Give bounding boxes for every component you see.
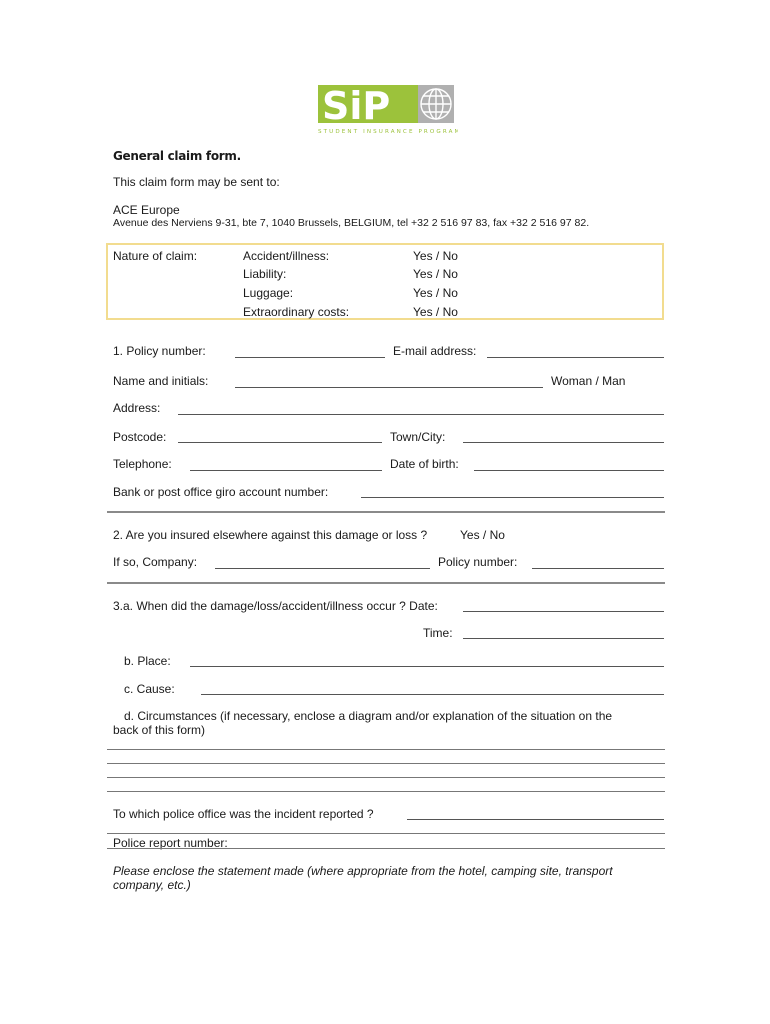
claim-type-label: Luggage:	[243, 286, 294, 300]
dob-field[interactable]	[474, 470, 664, 471]
section-divider	[107, 511, 665, 513]
globe-icon	[421, 89, 451, 119]
police-report-field[interactable]	[107, 848, 665, 849]
claim-type-options[interactable]: Yes / No	[413, 249, 458, 263]
dob-label: Date of birth:	[390, 457, 459, 471]
recipient-address: Avenue des Nerviens 9-31, bte 7, 1040 Brussels, BELGIUM, tel +32 2 516 97 83, fax +32 2 516 97 82.	[113, 217, 590, 229]
claim-type-options[interactable]: Yes / No	[413, 267, 458, 281]
town-label: Town/City:	[390, 430, 446, 444]
telephone-field[interactable]	[190, 470, 382, 471]
place-label: b. Place:	[124, 654, 171, 668]
section-divider	[107, 582, 665, 584]
cause-field[interactable]	[201, 694, 664, 695]
gender-options[interactable]: Woman / Man	[551, 374, 626, 388]
email-label: E-mail address:	[393, 344, 477, 358]
claim-type-label: Accident/illness:	[243, 249, 330, 263]
claim-type-label: Extraordinary costs:	[243, 305, 350, 319]
intro-text: This claim form may be sent to:	[113, 175, 280, 189]
telephone-label: Telephone:	[113, 457, 172, 471]
policy-number-label: 1. Policy number:	[113, 344, 206, 358]
postcode-label: Postcode:	[113, 430, 167, 444]
cause-label: c. Cause:	[124, 682, 175, 696]
police-office-field[interactable]	[407, 819, 664, 820]
claim-type-options[interactable]: Yes / No	[413, 286, 458, 300]
logo-tagline: STUDENT INSURANCE PROGRAM	[318, 129, 458, 135]
postcode-field[interactable]	[178, 442, 382, 443]
claim-type-options[interactable]: Yes / No	[413, 305, 458, 319]
circumstances-line[interactable]	[107, 763, 665, 764]
claim-type-label: Liability:	[243, 267, 287, 281]
police-report-label: Police report number:	[113, 836, 228, 850]
circumstances-line[interactable]	[107, 749, 665, 750]
address-field[interactable]	[178, 414, 664, 415]
form-title: General claim form.	[113, 149, 241, 163]
nature-of-claim-label: Nature of claim:	[113, 249, 198, 263]
other-policy-number-field[interactable]	[532, 568, 664, 569]
circumstances-label: d. Circumstances (if necessary, enclose a diagram and/or explanation of the situation on the	[124, 709, 613, 723]
other-policy-number-label: Policy number:	[438, 555, 518, 569]
time-field[interactable]	[463, 638, 664, 639]
insured-elsewhere-options[interactable]: Yes / No	[460, 528, 505, 542]
logo-letters: SiP	[322, 85, 391, 128]
police-office-label: To which police office was the incident reported ?	[113, 807, 374, 821]
company-field[interactable]	[215, 568, 430, 569]
place-field[interactable]	[190, 666, 664, 667]
insured-elsewhere-question: 2. Are you insured elsewhere against this damage or loss ?	[113, 528, 428, 542]
sip-logo-graphic	[318, 85, 458, 137]
name-field[interactable]	[235, 387, 543, 388]
bank-account-field[interactable]	[361, 497, 664, 498]
enclose-note-cont: company, etc.)	[113, 878, 191, 892]
recipient-name: ACE Europe	[113, 203, 180, 217]
police-office-line[interactable]	[107, 833, 665, 834]
address-label: Address:	[113, 401, 161, 415]
email-field[interactable]	[487, 357, 664, 358]
company-label: If so, Company:	[113, 555, 198, 569]
sip-logo	[318, 85, 458, 137]
circumstances-label-cont: back of this form)	[113, 723, 206, 737]
time-label: Time:	[423, 626, 453, 640]
circumstances-line[interactable]	[107, 791, 665, 792]
policy-number-field[interactable]	[235, 357, 385, 358]
town-field[interactable]	[463, 442, 664, 443]
date-field[interactable]	[463, 611, 664, 612]
enclose-note: Please enclose the statement made (where appropriate from the hotel, camping site, transport	[113, 864, 613, 878]
circumstances-line[interactable]	[107, 777, 665, 778]
bank-account-label: Bank or post office giro account number:	[113, 485, 329, 499]
when-date-label: 3.a. When did the damage/loss/accident/illness occur ? Date:	[113, 599, 438, 613]
name-label: Name and initials:	[113, 374, 209, 388]
